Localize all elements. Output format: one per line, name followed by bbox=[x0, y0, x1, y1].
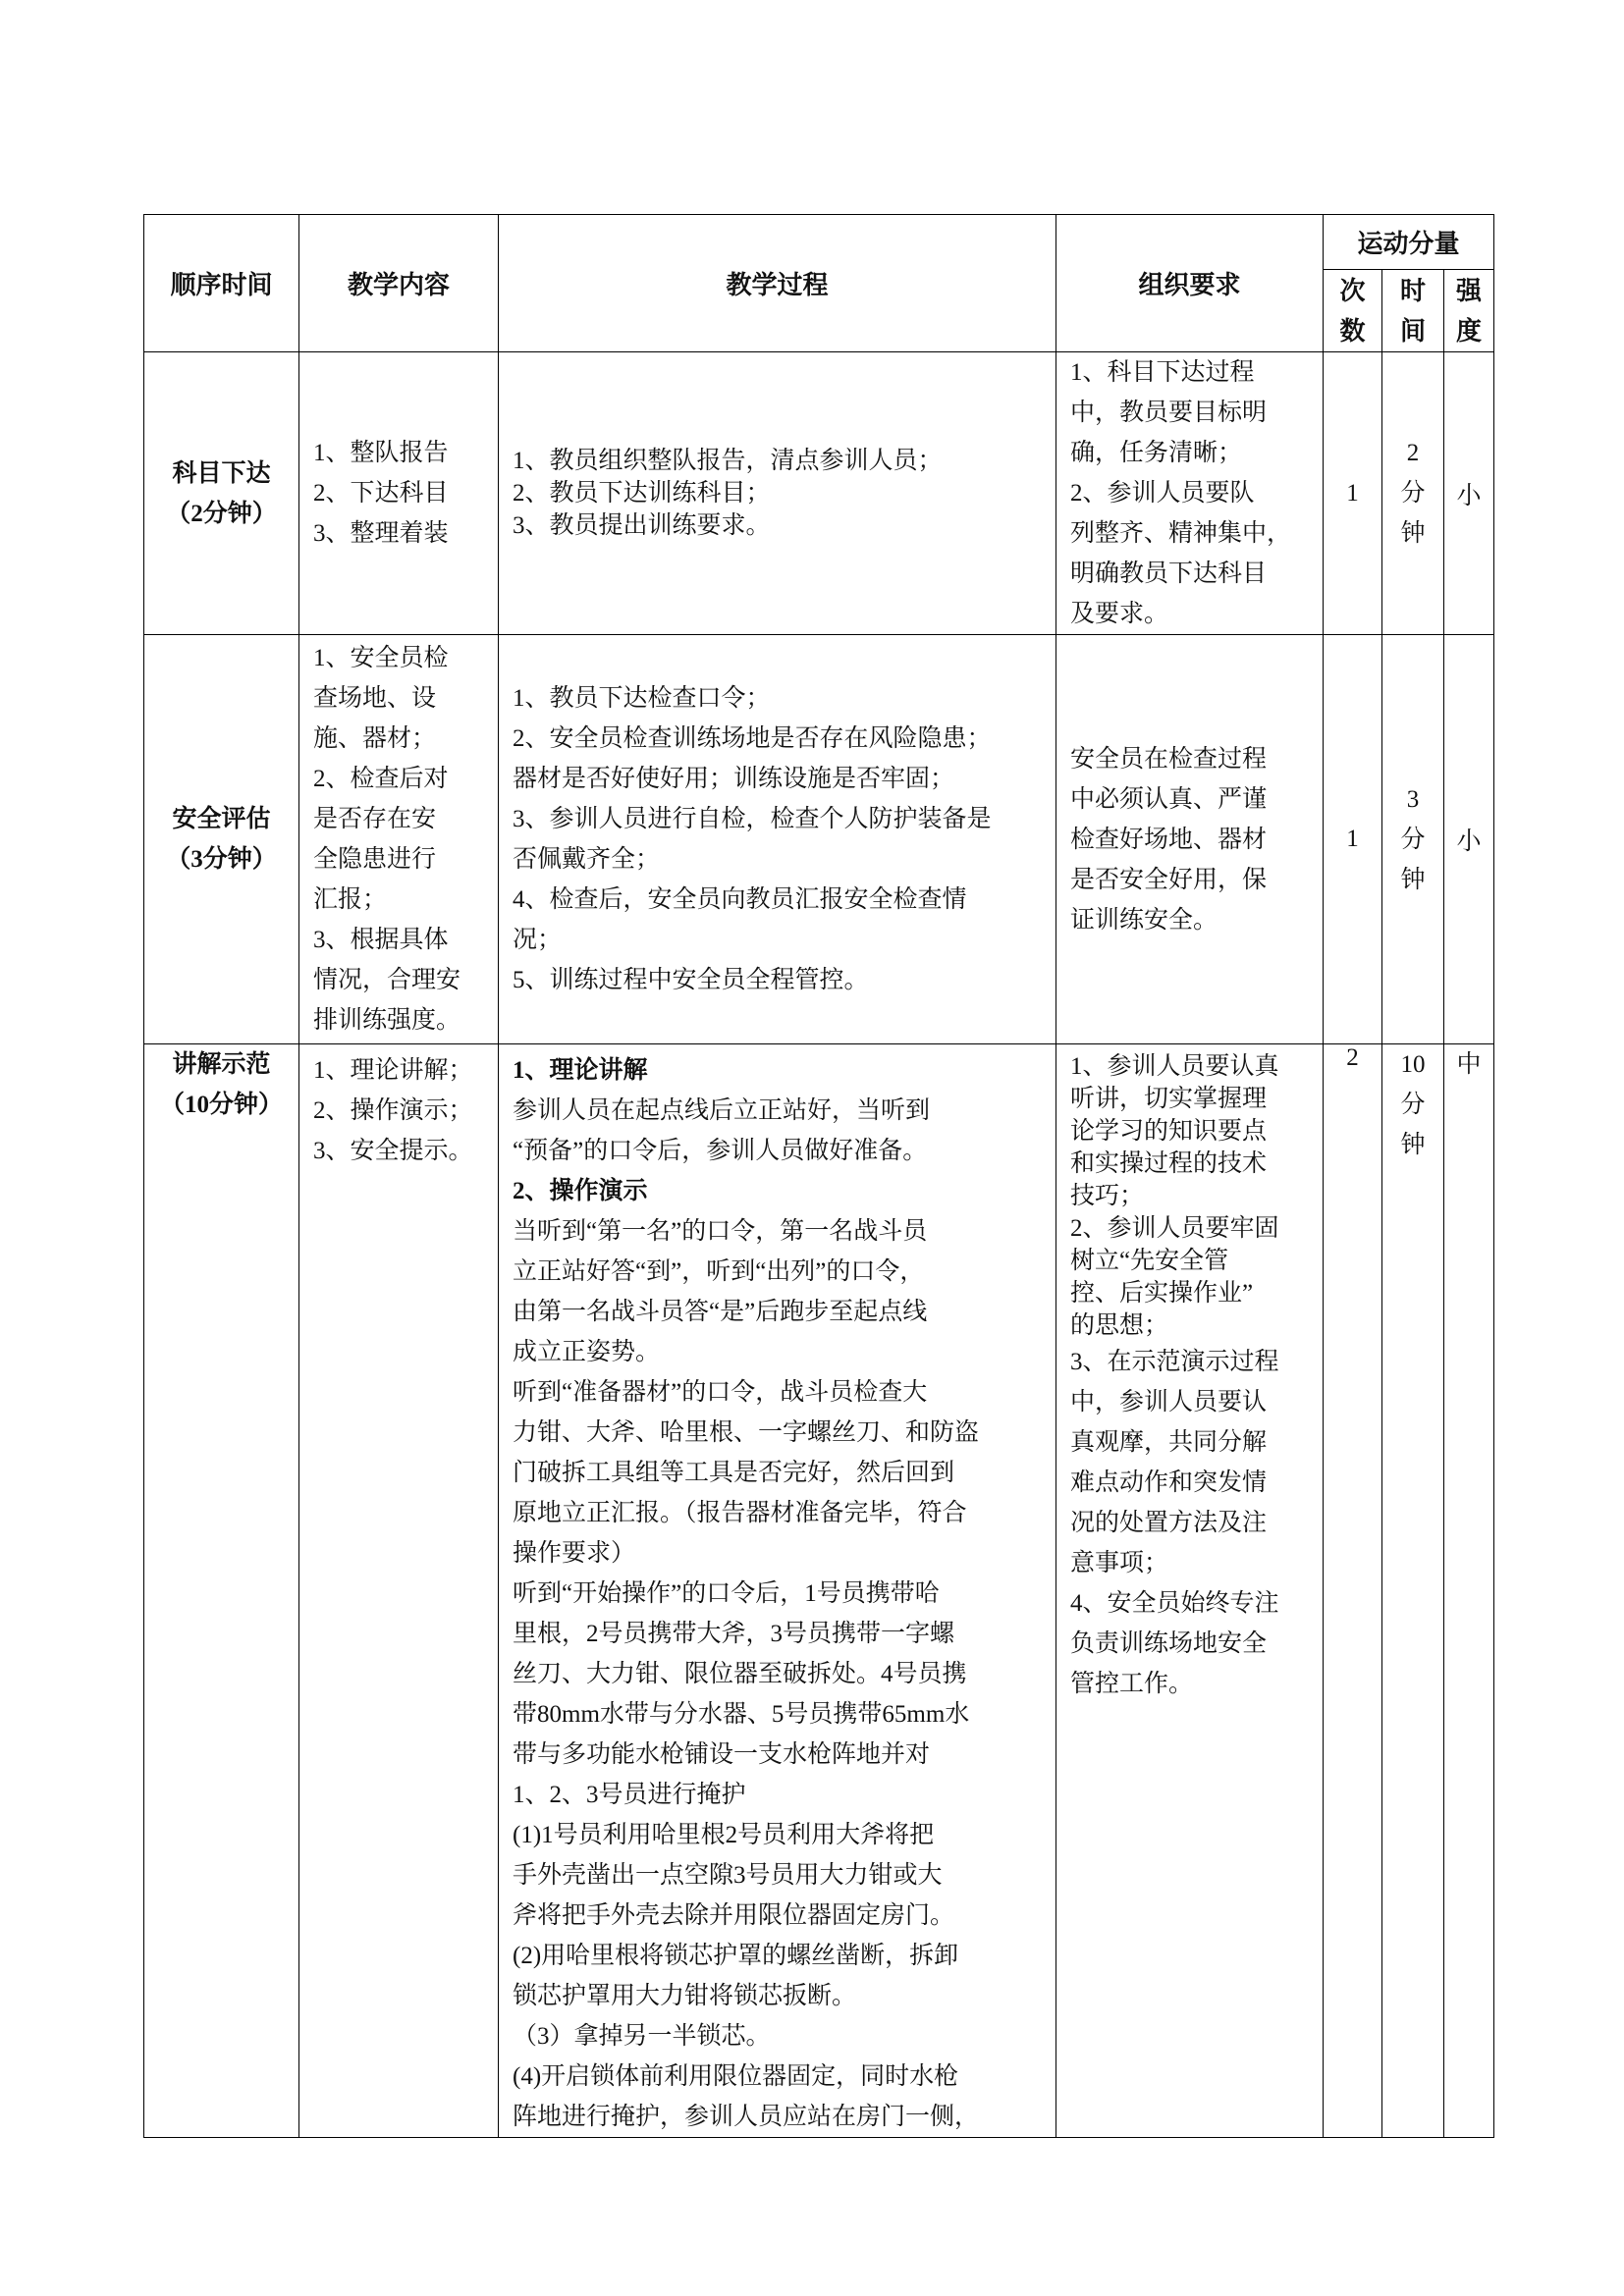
text-line: 1、教员组织整队报告，清点参训人员； bbox=[513, 448, 943, 474]
text-line: 全隐患进行 bbox=[313, 846, 437, 873]
intensity-cell: 小 bbox=[1444, 352, 1494, 635]
header-intensity bbox=[1444, 270, 1494, 352]
text-line: （2分钟） bbox=[166, 500, 277, 527]
text-line: (4)开启锁体前利用限位器固定，同时水枪 bbox=[513, 2063, 959, 2090]
duration-cell bbox=[1382, 352, 1444, 635]
count-cell: 1 bbox=[1324, 352, 1382, 635]
text-line: 参训人员在起点线后立正站好，当听到 bbox=[513, 1097, 931, 1124]
text-line: 2、操作演示； bbox=[313, 1097, 473, 1124]
text-line: 的思想； bbox=[1070, 1312, 1169, 1339]
text-line: 带80mm水带与分水器、5号员携带65mm水 bbox=[513, 1701, 970, 1728]
text-line: 3、教员提出训练要求。 bbox=[513, 512, 771, 539]
header-process: 教学过程 bbox=[499, 215, 1056, 352]
text-line: 10 bbox=[1400, 1051, 1426, 1078]
content-cell bbox=[299, 352, 499, 635]
requirements-paragraph bbox=[1070, 1342, 1309, 1704]
header-count bbox=[1324, 270, 1382, 352]
text-line: 施、器材； bbox=[313, 725, 437, 752]
text-line: 操作要求） bbox=[513, 1540, 636, 1567]
text-line: 5、训练过程中安全员全程管控。 bbox=[513, 967, 869, 993]
text-line: 3、参训人员进行自检，检查个人防护装备是 bbox=[513, 806, 992, 832]
stage-cell bbox=[144, 635, 299, 1044]
text-line: 真观摩，共同分解 bbox=[1070, 1429, 1268, 1456]
text-line: 4、检查后，安全员向教员汇报安全检查情 bbox=[513, 886, 967, 913]
text-line: 证训练安全。 bbox=[1070, 906, 1218, 934]
text-line: 中，教员要目标明 bbox=[1070, 400, 1268, 426]
text-line: 立正站好答“到”，听到“出列”的口令， bbox=[513, 1258, 925, 1285]
text-line: 听到“准备器材”的口令，战斗员检查大 bbox=[513, 1379, 928, 1406]
text-line: 科目下达 bbox=[172, 459, 271, 487]
header-load: 运动分量 bbox=[1324, 215, 1494, 270]
text-line: 器材是否好使好用；训练设施是否牢固； bbox=[513, 766, 955, 792]
text-line: 论学习的知识要点 bbox=[1070, 1118, 1268, 1145]
text-line: 1、2、3号员进行掩护 bbox=[513, 1782, 746, 1808]
text-line: 力钳、大斧、哈里根、一字螺丝刀、和防盗 bbox=[513, 1419, 980, 1446]
text-line: 中，参训人员要认 bbox=[1070, 1389, 1268, 1415]
table-row bbox=[144, 635, 1494, 1044]
text-line: 听讲，切实掌握理 bbox=[1070, 1086, 1268, 1112]
text-line: 负责训练场地安全 bbox=[1070, 1630, 1268, 1657]
text-line: 1、理论讲解； bbox=[313, 1057, 473, 1084]
text-line: 分 bbox=[1400, 826, 1426, 853]
text-line: 里根，2号员携带大斧，3号员携带一字螺 bbox=[513, 1621, 955, 1647]
process-heading: 1、理论讲解 bbox=[513, 1057, 648, 1084]
text-line: 强 bbox=[1456, 276, 1483, 305]
process-paragraph bbox=[513, 1091, 1042, 1171]
text-line: 带与多功能水枪铺设一支水枪阵地并对 bbox=[513, 1741, 931, 1768]
text-line: 情况，合理安 bbox=[313, 967, 461, 993]
text-line: 3、根据具体 bbox=[313, 927, 449, 953]
duration-cell bbox=[1382, 1044, 1444, 2138]
text-line: (2)用哈里根将锁芯护罩的螺丝凿断，拆卸 bbox=[513, 1943, 959, 1969]
text-line: 确，任务清晰； bbox=[1070, 440, 1243, 466]
text-line: 1、安全员检 bbox=[313, 645, 449, 671]
content-cell bbox=[299, 1044, 499, 2138]
text-line: 2、检查后对 bbox=[313, 766, 449, 792]
text-line: 中必须认真、严谨 bbox=[1070, 785, 1268, 813]
text-line: 技巧； bbox=[1070, 1183, 1145, 1209]
text-line: 检查好场地、器材 bbox=[1070, 826, 1268, 853]
process-cell bbox=[499, 635, 1056, 1044]
header-content: 教学内容 bbox=[299, 215, 499, 352]
stage-cell bbox=[144, 1044, 299, 2138]
count-cell: 2 bbox=[1324, 1044, 1382, 2138]
text-line: 当听到“第一名”的口令，第一名战斗员 bbox=[513, 1218, 928, 1245]
text-line: 3、安全提示。 bbox=[313, 1138, 473, 1164]
text-line: 树立“先安全管 bbox=[1070, 1248, 1229, 1274]
text-line: 原地立正汇报。（报告器材准备完毕，符合 bbox=[513, 1500, 967, 1526]
text-line: “预备”的口令后，参训人员做好准备。 bbox=[513, 1138, 928, 1164]
process-heading: 2、操作演示 bbox=[513, 1178, 648, 1204]
requirements-paragraph bbox=[1070, 1050, 1309, 1342]
requirements-cell bbox=[1056, 352, 1324, 635]
text-line: (1)1号员利用哈里根2号员利用大斧将把 bbox=[513, 1822, 935, 1848]
header-duration bbox=[1382, 270, 1444, 352]
text-line: 2、参训人员要队 bbox=[1070, 480, 1255, 507]
text-line: 和实操过程的技术 bbox=[1070, 1150, 1268, 1177]
text-line: 次 bbox=[1339, 276, 1366, 305]
text-line: 是否安全好用，保 bbox=[1070, 866, 1268, 893]
text-line: 听到“开始操作”的口令后，1号员携带哈 bbox=[513, 1580, 940, 1607]
text-line: 3 bbox=[1406, 785, 1420, 813]
text-line: 是否存在安 bbox=[313, 806, 437, 832]
header-requirements: 组织要求 bbox=[1056, 215, 1324, 352]
text-line: （3）拿掉另一半锁芯。 bbox=[513, 2023, 771, 2050]
text-line: 否佩戴齐全； bbox=[513, 846, 661, 873]
requirements-cell bbox=[1056, 635, 1324, 1044]
requirements-cell bbox=[1056, 1044, 1324, 2138]
text-line: 难点动作和突发情 bbox=[1070, 1469, 1268, 1496]
text-line: 钟 bbox=[1400, 1132, 1426, 1158]
text-line: 况的处置方法及注 bbox=[1070, 1510, 1268, 1536]
text-line: 钟 bbox=[1400, 866, 1426, 893]
text-line: 手外壳凿出一点空隙3号员用大力钳或大 bbox=[513, 1862, 943, 1889]
text-line: 由第一名战斗员答“是”后跑步至起点线 bbox=[513, 1299, 928, 1325]
text-line: 明确教员下达科目 bbox=[1070, 561, 1268, 587]
text-line: 3、整理着装 bbox=[313, 520, 449, 547]
text-line: 管控工作。 bbox=[1070, 1671, 1194, 1697]
text-line: 2、参训人员要牢固 bbox=[1070, 1215, 1279, 1242]
stage-cell bbox=[144, 352, 299, 635]
text-line: 钟 bbox=[1400, 520, 1426, 547]
text-line: 1、科目下达过程 bbox=[1070, 359, 1255, 386]
text-line: 及要求。 bbox=[1070, 601, 1169, 627]
text-line: 4、安全员始终专注 bbox=[1070, 1590, 1279, 1617]
text-line: 丝刀、大力钳、限位器至破拆处。4号员携 bbox=[513, 1661, 967, 1687]
text-line: 分 bbox=[1400, 1092, 1426, 1118]
text-line: 间 bbox=[1399, 316, 1426, 346]
text-line: 2、下达科目 bbox=[313, 480, 449, 507]
text-line: 控、后实操作业” bbox=[1070, 1280, 1254, 1307]
text-line: 2、教员下达训练科目； bbox=[513, 480, 771, 507]
text-line: 斧将把手外壳去除并用限位器固定房门。 bbox=[513, 1902, 955, 1929]
text-line: 排训练强度。 bbox=[313, 1007, 461, 1034]
text-line: 1、教员下达检查口令； bbox=[513, 685, 771, 712]
text-line: （3分钟） bbox=[166, 846, 277, 873]
text-line: 意事项； bbox=[1070, 1550, 1169, 1576]
text-line: 汇报； bbox=[313, 886, 388, 913]
text-line: 列整齐、精神集中， bbox=[1070, 520, 1292, 547]
text-line: 3、在示范演示过程 bbox=[1070, 1349, 1279, 1375]
header-time: 顺序时间 bbox=[144, 215, 299, 352]
text-line: 度 bbox=[1456, 316, 1483, 346]
text-line: 锁芯护罩用大力钳将锁芯扳断。 bbox=[513, 1983, 857, 2009]
text-line: 况； bbox=[513, 927, 563, 953]
text-line: 门破拆工具组等工具是否完好，然后回到 bbox=[513, 1460, 955, 1486]
process-cell bbox=[499, 352, 1056, 635]
table-row bbox=[144, 352, 1494, 635]
text-line: 2 bbox=[1406, 440, 1420, 466]
count-cell: 1 bbox=[1324, 635, 1382, 1044]
lesson-plan-table bbox=[143, 214, 1494, 2138]
process-cell bbox=[499, 1044, 1056, 2138]
text-line: 安全员在检查过程 bbox=[1070, 745, 1268, 773]
text-line: 1、整队报告 bbox=[313, 440, 449, 466]
text-line: 安全评估 bbox=[172, 806, 271, 832]
process-paragraph bbox=[513, 1211, 1042, 2137]
text-line: 2、安全员检查训练场地是否存在风险隐患； bbox=[513, 725, 992, 752]
text-line: 1、参训人员要认真 bbox=[1070, 1053, 1279, 1080]
table-row bbox=[144, 1044, 1494, 2138]
duration-cell bbox=[1382, 635, 1444, 1044]
text-line: 分 bbox=[1400, 480, 1426, 507]
text-line: 讲解示范 bbox=[172, 1051, 271, 1078]
text-line: 成立正姿势。 bbox=[513, 1339, 661, 1365]
text-line: 时 bbox=[1399, 276, 1426, 305]
intensity-cell: 小 bbox=[1444, 635, 1494, 1044]
text-line: （10分钟） bbox=[159, 1092, 283, 1118]
intensity-cell: 中 bbox=[1444, 1044, 1494, 2138]
text-line: 查场地、设 bbox=[313, 685, 437, 712]
text-line: 阵地进行掩护，参训人员应站在房门一侧， bbox=[513, 2104, 980, 2130]
content-cell bbox=[299, 635, 499, 1044]
text-line: 数 bbox=[1339, 316, 1366, 346]
